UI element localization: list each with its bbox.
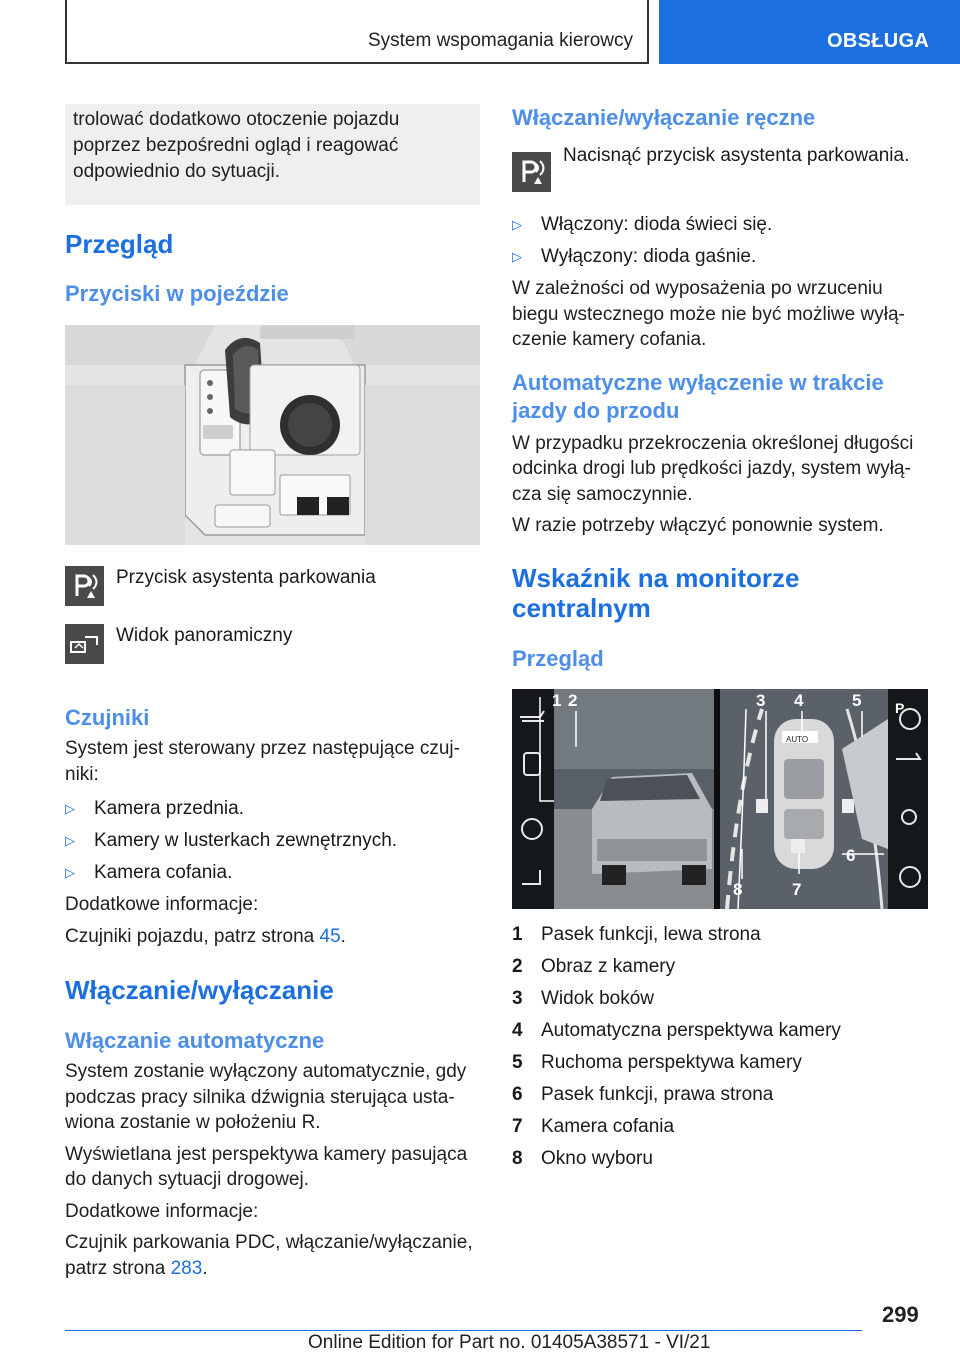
list-item: ▷ Kamera przednia. [65, 796, 480, 821]
page-link-283[interactable]: 283 [170, 1257, 203, 1279]
left-column [65, 104, 480, 1287]
monitor-illustration [512, 689, 928, 909]
callout-6: 6 [846, 845, 856, 865]
heading-overview: Przegląd [65, 229, 174, 259]
reference-text: Czujniki pojazdu, patrz strona [65, 925, 320, 947]
legend-number: 7 [512, 1115, 523, 1137]
note-text: trolować dodatkowo otoczenie pojazdu poprzez bezpośredni ogląd i reagować odpowiednio do sytuacji. [73, 109, 400, 182]
list-item: ▷ Kamera cofania. [65, 860, 480, 885]
center-console-illustration [65, 325, 480, 545]
legend-text: Ruchoma perspektywa kamery [541, 1051, 802, 1073]
legend-item [512, 1019, 928, 1043]
manual-states-list [512, 212, 928, 269]
parking-p-label: P [895, 699, 905, 716]
callout-3: 3 [756, 690, 766, 710]
callout-5: 5 [852, 690, 862, 710]
park-assist-icon [512, 152, 551, 192]
section-tab-label: OBSŁUGA [827, 30, 930, 52]
legend-text: Automatyczna perspektywa kamery [541, 1019, 841, 1041]
park-assist-icon [65, 566, 104, 606]
manual-step [512, 144, 928, 202]
auto-off-text-2: W razie potrzeby włączyć ponownie system. [512, 515, 884, 536]
heading-sensors: Czujniki [65, 705, 150, 730]
pdc-reference [65, 1230, 480, 1281]
park-assist-label: Przycisk asystenta parkowania [116, 567, 376, 588]
page-link-45[interactable]: 45 [319, 925, 341, 947]
footer-divider [65, 1330, 862, 1331]
header-title-box [65, 0, 649, 64]
reference-end: . [340, 925, 346, 947]
footer-edition: Online Edition for Part no. 01405A38571 - VI/21 [308, 1332, 711, 1353]
legend-number: 6 [512, 1083, 523, 1105]
list-item: ▷ Włączony: dioda świeci się. [512, 212, 928, 237]
legend-text: Pasek funkcji, prawa strona [541, 1083, 774, 1105]
legend-item [512, 955, 928, 979]
callout-1: 1 [552, 690, 562, 710]
legend-item [512, 1115, 928, 1139]
sensors-list [65, 796, 480, 885]
legend-text: Obraz z kamery [541, 955, 676, 977]
legend-item [512, 1083, 928, 1107]
header-title: System wspomagania kierowcy [367, 30, 633, 51]
callout-7: 7 [792, 879, 802, 899]
legend-number: 4 [512, 1019, 523, 1041]
legend-item [512, 1051, 928, 1075]
legend-item [512, 1147, 928, 1171]
legend-text: Okno wyboru [541, 1147, 653, 1169]
heading-onoff: Włączanie/wyłączanie [65, 975, 334, 1005]
legend-number: 1 [512, 923, 523, 945]
sensors-intro: System jest sterowany przez następujące czujniki: [65, 738, 460, 785]
legend-number: 5 [512, 1051, 523, 1073]
legend-panorama [65, 624, 480, 682]
reference-text: Czujnik parkowania PDC, włączanie/wyłączanie, patrz strona [65, 1232, 473, 1279]
heading-buttons: Przyciski w pojeździe [65, 281, 289, 306]
legend-item [512, 987, 928, 1011]
legend-text: Kamera cofania [541, 1115, 675, 1137]
auto-badge: AUTO [786, 734, 809, 744]
callout-4: 4 [794, 690, 804, 710]
heading-monitor: Wskaźnik na monitorze centralnym [512, 562, 800, 623]
manual-step-text: Nacisnąć przycisk asystenta parkowania. [563, 145, 910, 166]
page-number: 299 [882, 1302, 919, 1327]
panorama-view-icon [65, 624, 104, 664]
legend-number: 3 [512, 987, 523, 1009]
note-box [65, 104, 480, 205]
auto-off-text-1: W przypadku przekroczenia określonej długości odcinka drogi lub prędkości jazdy, system wyłącza się samoczynnie. [512, 432, 914, 505]
legend-text: Widok boków [541, 987, 654, 1009]
manual-text: W zależności od wyposażenia po wrzuceniu biegu wstecznego może nie być możliwe wyłączenie kamery cofania. [512, 278, 905, 350]
heading-auto-off: Automatyczne wyłączenie w trakcie jazdy do przodu [512, 369, 884, 423]
legend-park-assist [65, 566, 480, 624]
callout-8: 8 [733, 879, 743, 899]
right-column [512, 104, 928, 1179]
panorama-label: Widok panoramiczny [116, 625, 293, 646]
more-info-label: Dodatkowe informacje: [65, 894, 259, 915]
legend-text: Pasek funkcji, lewa strona [541, 923, 761, 945]
monitor-legend [512, 923, 928, 1171]
heading-overview-2: Przegląd [512, 645, 604, 671]
heading-manual: Włączanie/wyłączanie ręczne [512, 105, 816, 130]
sensors-reference [65, 924, 480, 950]
auto-on-text-1: System zostanie wyłączony automatycznie, gdy podczas pracy silnika dźwignia sterująca ustawiona zostanie w położeniu R. [65, 1061, 467, 1133]
console-photo [65, 325, 480, 545]
callout-2: 2 [568, 690, 578, 710]
auto-on-text-2: Wyświetlana jest perspektywa kamery pasująca do danych sytuacji drogowej. [65, 1143, 468, 1190]
legend-number: 2 [512, 955, 523, 977]
section-tab [659, 0, 960, 64]
more-info-label-2: Dodatkowe informacje: [65, 1200, 259, 1222]
list-item: ▷ Wyłączony: dioda gaśnie. [512, 244, 928, 269]
reference-end: . [202, 1257, 208, 1279]
list-item: ▷ Kamery w lusterkach zewnętrznych. [65, 828, 480, 853]
legend-number: 8 [512, 1147, 523, 1169]
heading-auto-on: Włączanie automatyczne [65, 1028, 325, 1053]
legend-item [512, 923, 928, 947]
monitor-screenshot [512, 689, 928, 909]
